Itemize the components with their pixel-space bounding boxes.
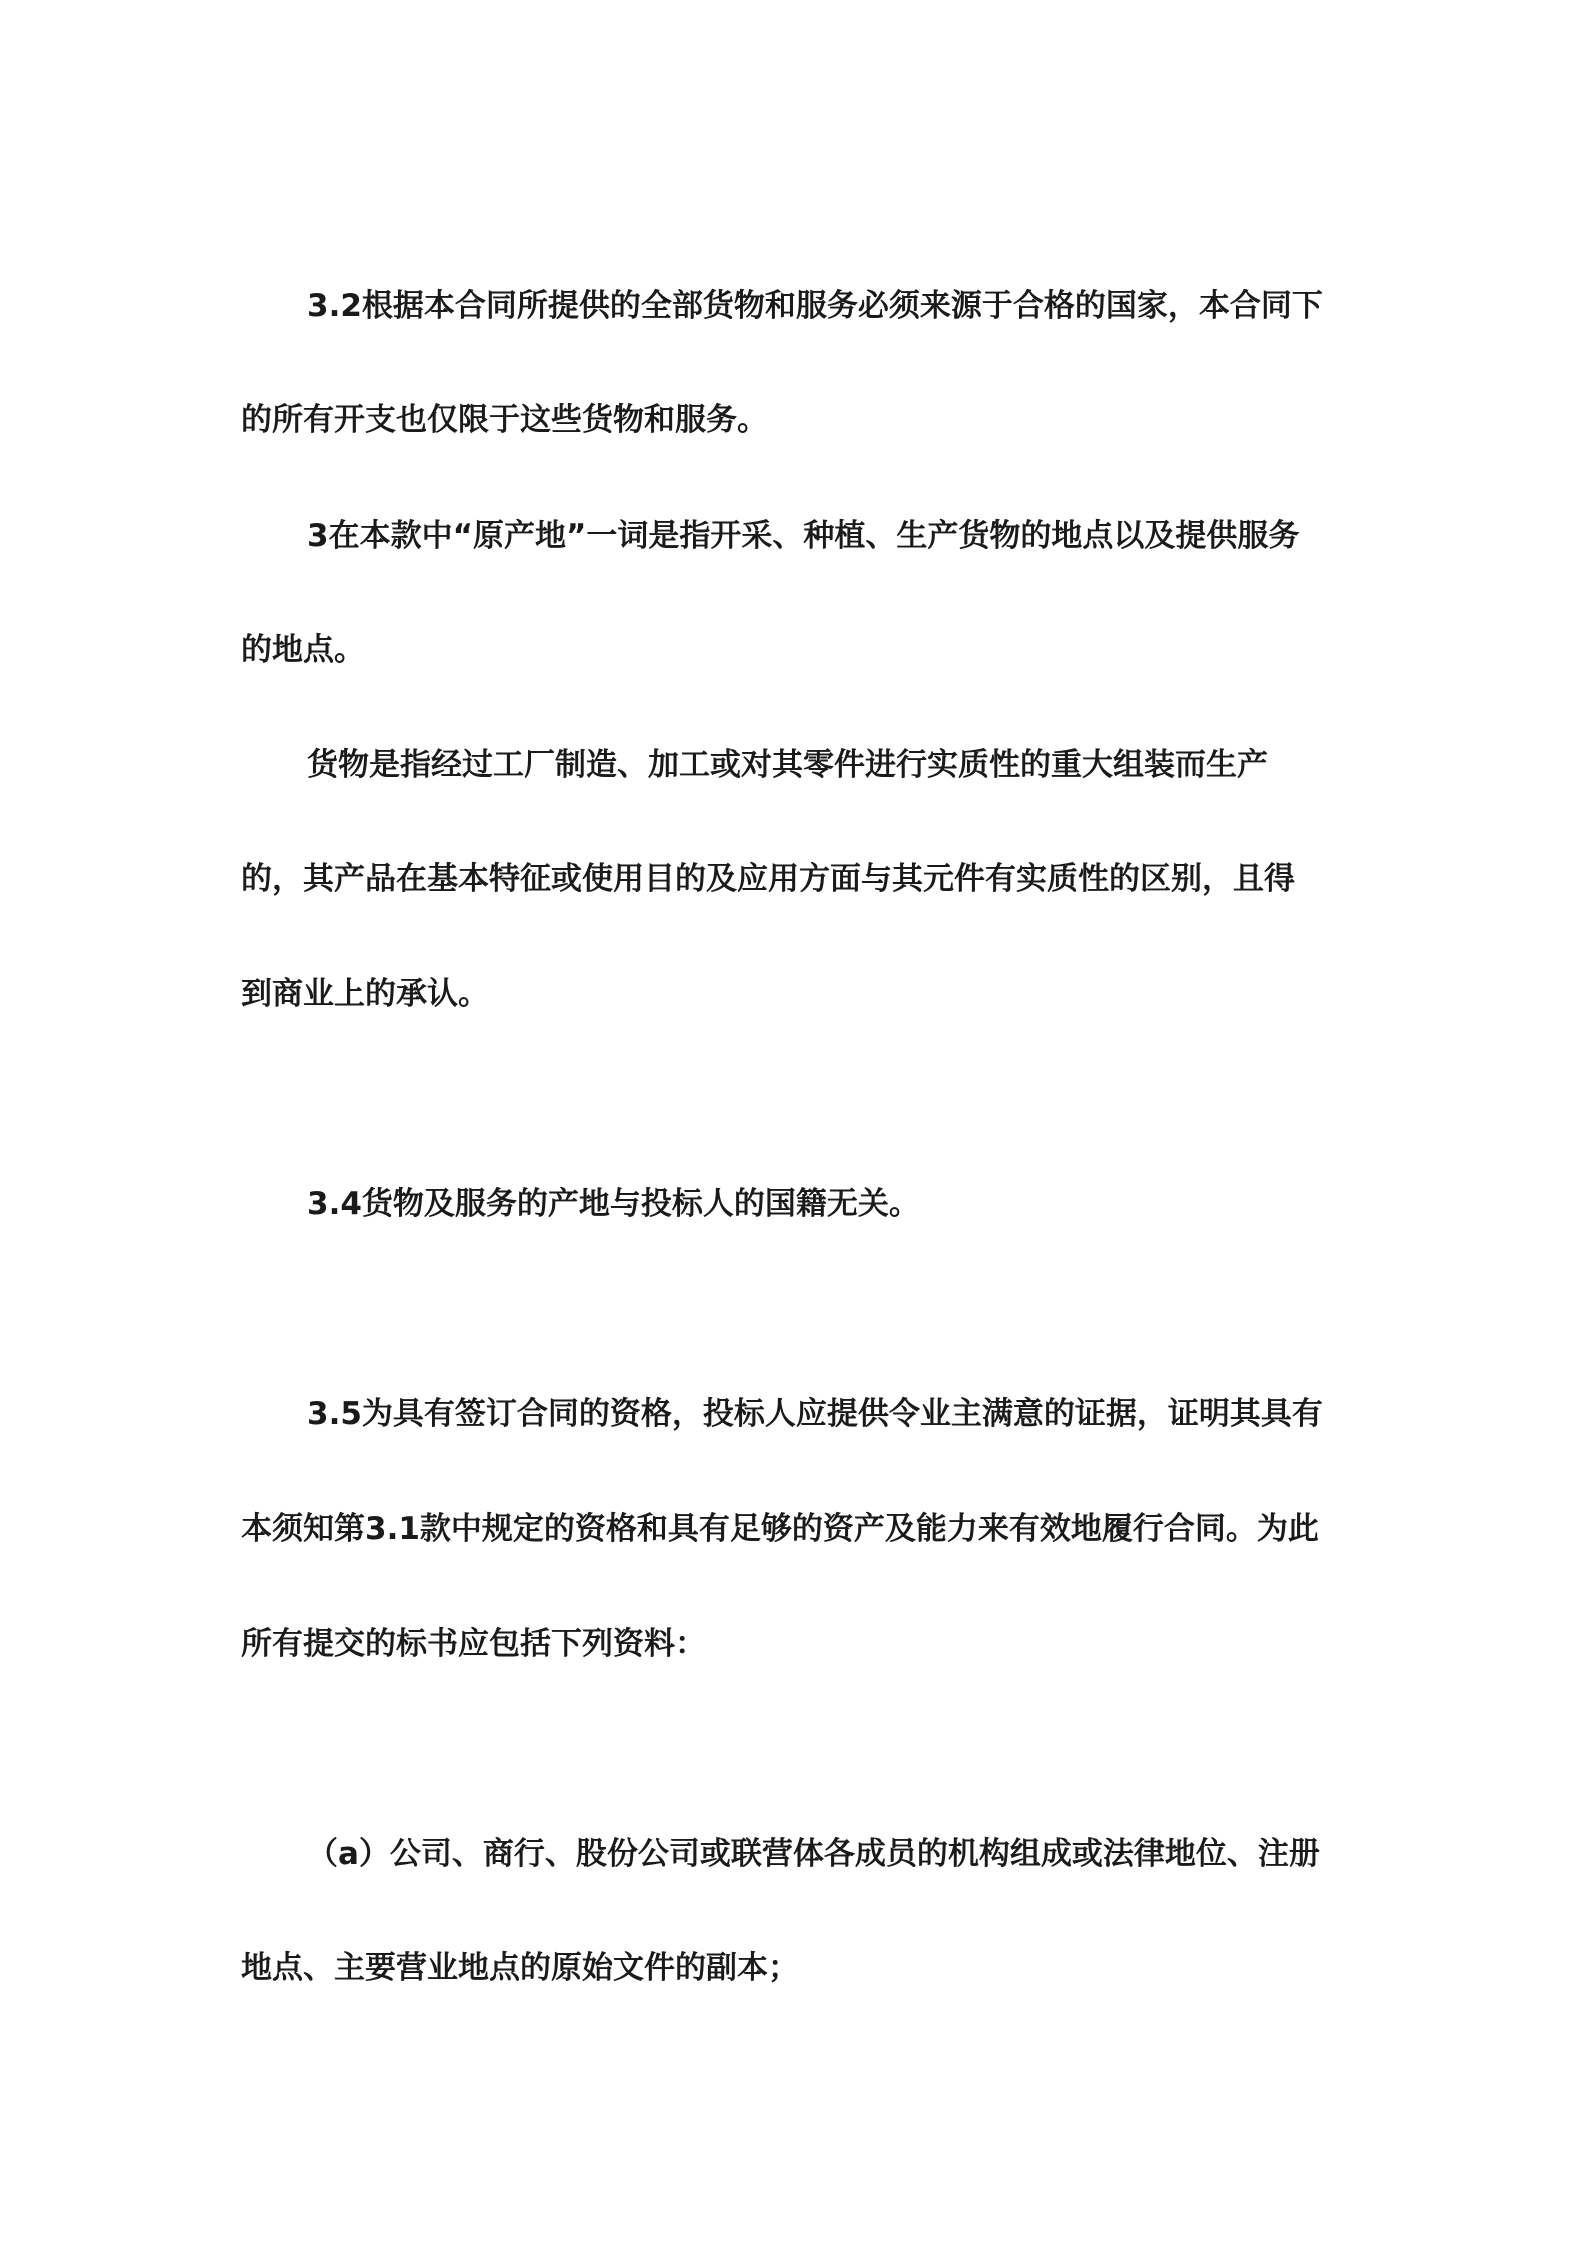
item-a-line-2: 地点、主要营业地点的原始文件的副本； xyxy=(241,1950,799,1986)
goods-definition-line-2: 的，其产品在基本特征或使用目的及应用方面与其元件有实质性的区别，且得 xyxy=(241,861,1295,897)
clause-3-5-line-2: 本须知第3.1款中规定的资格和具有足够的资产及能力来有效地履行合同。为此 xyxy=(241,1511,1319,1547)
clause-3-3-line-2: 的地点。 xyxy=(241,632,365,668)
clause-3-4-line: 3.4货物及服务的产地与投标人的国籍无关。 xyxy=(307,1186,920,1222)
clause-3-2-line-2: 的所有开支也仅限于这些货物和服务。 xyxy=(241,402,768,438)
clause-3-2-line-1: 3.2根据本合同所提供的全部货物和服务必须来源于合格的国家，本合同下 xyxy=(307,288,1323,324)
goods-definition-line-1: 货物是指经过工厂制造、加工或对其零件进行实质性的重大组装而生产 xyxy=(307,747,1268,783)
goods-definition-line-3: 到商业上的承认。 xyxy=(241,976,489,1012)
clause-3-5-line-1: 3.5为具有签订合同的资格，投标人应提供令业主满意的证据，证明其具有 xyxy=(307,1396,1323,1432)
item-a-line-1: （a）公司、商行、股份公司或联营体各成员的机构组成或法律地位、注册 xyxy=(307,1836,1320,1872)
clause-3-3-line-1: 3在本款中“原产地”一词是指开采、种植、生产货物的地点以及提供服务 xyxy=(307,518,1300,554)
clause-3-5-line-3: 所有提交的标书应包括下列资料： xyxy=(241,1626,706,1662)
